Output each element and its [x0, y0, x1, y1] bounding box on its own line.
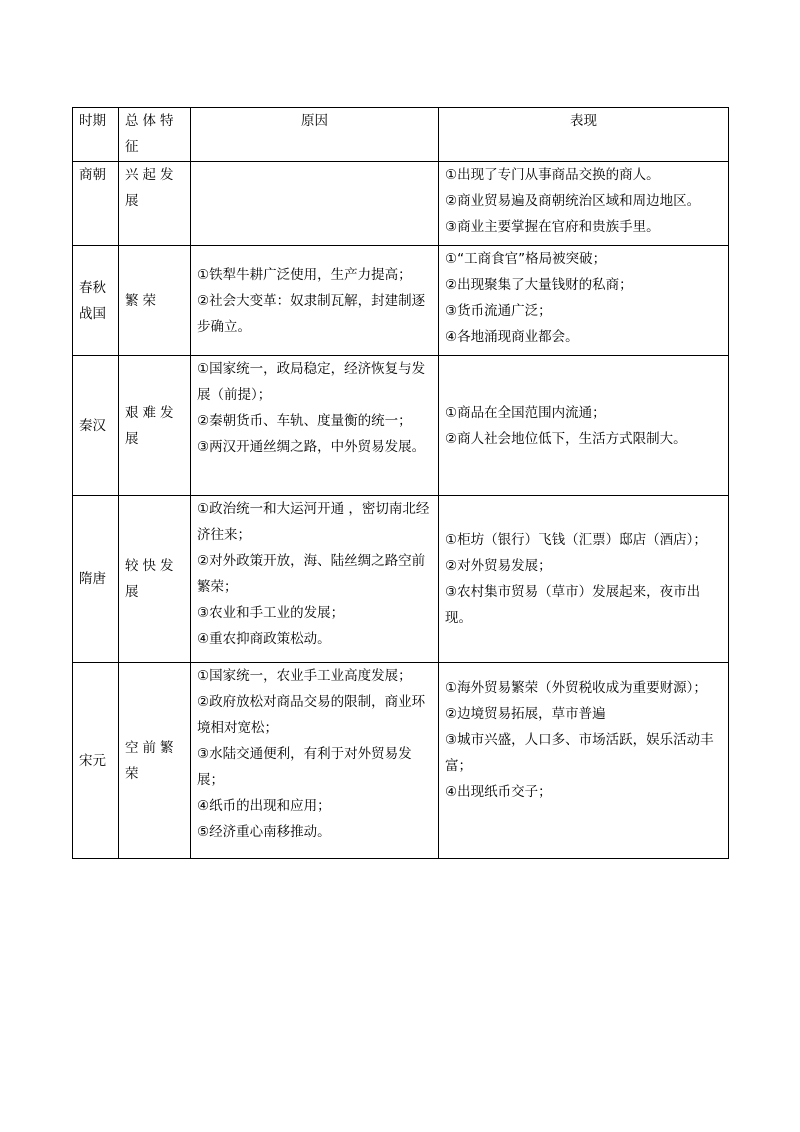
performance-cell — [439, 663, 729, 859]
header-period: 时期 — [73, 108, 119, 162]
reason-cell — [191, 496, 439, 663]
reason-item: ③两汉开通丝绸之路，中外贸易发展。 — [197, 439, 426, 455]
performance-cell — [439, 162, 729, 246]
reason-item: ②对外政策开放，海、陆丝绸之路空前繁荣； — [197, 553, 426, 595]
period-cell: 宋元 — [73, 663, 119, 859]
reason-item: ③水陆交通便利，有利于对外贸易发展； — [197, 746, 412, 788]
reason-item: ②政府放松对商品交易的限制，商业环境相对宽松； — [197, 694, 426, 736]
feature-cell: 空前繁荣 — [119, 663, 191, 859]
performance-item: ①海外贸易繁荣（外贸税收成为重要财源）； — [445, 680, 707, 696]
period-cell: 隋唐 — [73, 496, 119, 663]
performance-item: ③城市兴盛，人口多、市场活跃，娱乐活动丰富； — [445, 732, 714, 774]
feature-cell: 繁荣 — [119, 246, 191, 356]
performance-item: ②对外贸易发展； — [445, 558, 552, 574]
feature-cell: 艰难发展 — [119, 356, 191, 496]
performance-cell — [439, 496, 729, 663]
performance-item: ②出现聚集了大量钱财的私商； — [445, 277, 633, 293]
performance-item: ③货币流通广泛； — [445, 303, 552, 319]
reason-item: ⑤经济重心南移推动。 — [197, 824, 331, 840]
reason-item: ①国家统一，政局稳定，经济恢复与发展（前提）； — [197, 361, 426, 403]
period-cell: 商朝 — [73, 162, 119, 246]
reason-item: ①政治统一和大运河开通 ，密切南北经济往来； — [197, 501, 430, 543]
performance-item: ①出现了专门从事商品交换的商人。 — [445, 167, 660, 183]
reason-item: ②秦朝货币、车轨、度量衡的统一； — [197, 413, 412, 429]
table-row — [73, 496, 729, 663]
table-row — [73, 162, 729, 246]
reason-item: ④纸币的出现和应用； — [197, 798, 331, 814]
reason-cell — [191, 356, 439, 496]
period-cell: 秦汉 — [73, 356, 119, 496]
performance-item: ②商业贸易遍及商朝统治区域和周边地区。 — [445, 193, 701, 209]
commerce-history-table — [72, 107, 729, 859]
performance-item: ②边境贸易拓展，草市普遍 — [445, 706, 606, 722]
performance-item: ①柜坊（银行）飞钱（汇票）邸店（酒店）； — [445, 532, 707, 548]
reason-item: ①铁犁牛耕广泛使用，生产力提高； — [197, 266, 412, 283]
reason-item: ②社会大变革：奴隶制瓦解，封建制逐步确立。 — [197, 292, 426, 335]
performance-item: ④各地涌现商业都会。 — [445, 329, 579, 345]
header-reason: 原因 — [191, 108, 439, 162]
period-cell: 春秋战国 — [73, 246, 119, 356]
table-row — [73, 663, 729, 859]
performance-item: ③商业主要掌握在官府和贵族手里。 — [445, 219, 660, 235]
performance-cell — [439, 356, 729, 496]
header-feature: 总体特征 — [119, 108, 191, 162]
performance-item: ①“工商食官”格局被突破； — [445, 251, 607, 267]
performance-item: ②商人社会地位低下，生活方式限制大。 — [445, 430, 687, 447]
table-row — [73, 356, 729, 496]
reason-item: ①国家统一，农业手工业高度发展； — [197, 668, 412, 684]
feature-cell: 较快发展 — [119, 496, 191, 663]
reason-cell — [191, 246, 439, 356]
performance-item: ①商品在全国范围内流通； — [445, 404, 606, 421]
performance-item: ④出现纸币交子； — [445, 784, 552, 800]
reason-cell — [191, 663, 439, 859]
header-performance: 表现 — [439, 108, 729, 162]
header-row — [73, 108, 729, 162]
performance-item: ③农村集市贸易（草市）发展起来，夜市出现。 — [445, 584, 701, 626]
performance-cell — [439, 246, 729, 356]
reason-cell — [191, 162, 439, 246]
table-row — [73, 246, 729, 356]
reason-item: ④重农抑商政策松动。 — [197, 631, 331, 647]
reason-item: ③农业和手工业的发展； — [197, 605, 345, 621]
feature-cell: 兴起发展 — [119, 162, 191, 246]
